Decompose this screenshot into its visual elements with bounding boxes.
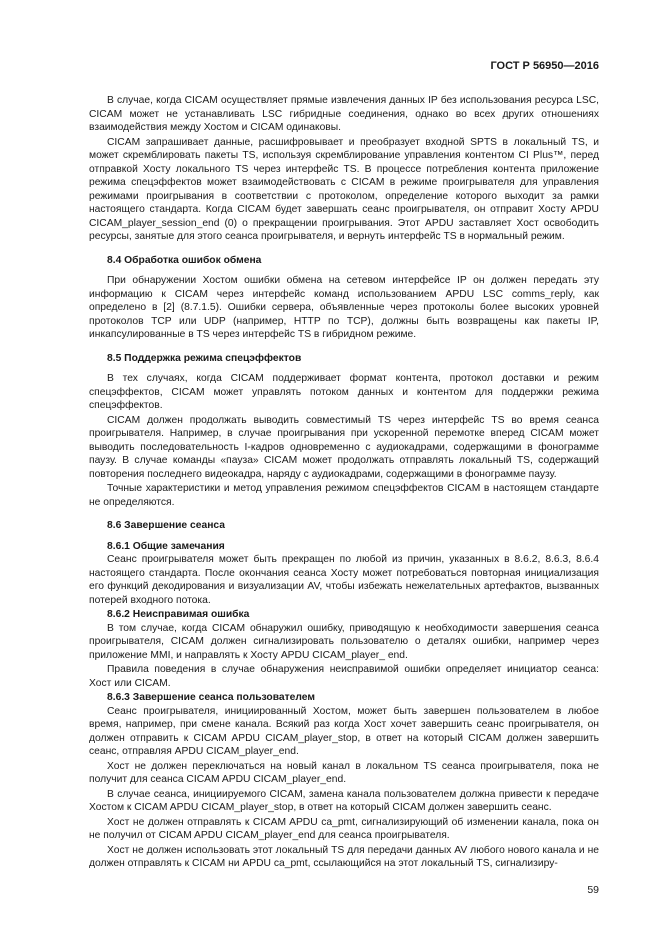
paragraph: Хост не должен переключаться на новый канал в локальном TS сеанса проигрывателя, пока не получит для сеанса CICAM APDU CICAM_player_end. — [89, 760, 599, 785]
page-number: 59 — [587, 883, 599, 896]
paragraph: CICAM запрашивает данные, расшифровывает и преобразует входной SPTS в локальный TS, и может скремблировать пакеты TS, используя скремблирование управления контентом CI Plus™, перед отправкой Хосту локального TS через интерфейс TS. В процессе потребления контента приложение режима спецэффектов может взаимодействовать с CICAM в режиме проигрывателя для управления режимами проигрывания в соответствии с протоколом, определение которого выходит за рамки настоящего стандарта. Когда CICAM будет завершать сеанс проигрывателя, он отправит Хосту APDU CICAM_player_session_end (0) о прекращении проигрывания. Этот APDU заставляет Хост освободить ресурсы, занятые для этого сеанса проигрывателя, и вернуть интерфейс TS в нормальный режим. — [89, 136, 599, 242]
section-8-6 — [89, 519, 599, 871]
paragraph: В случае сеанса, инициируемого CICAM, замена канала пользователем должна привести к передаче Хостом к CICAM APDU CICAM_player_stop, в ответ на который CICAM должен завершить сеанс. — [89, 788, 599, 813]
paragraph: Хост не должен использовать этот локальный TS для передачи данных AV любого нового канала и не должен отправлять к CICAM ни APDU ca_pmt, ссылающийся на этот локальный TS, сигнализиру- — [89, 844, 599, 869]
section-8-5 — [89, 352, 599, 510]
subsection-heading: 8.6.1 Общие замечания — [107, 540, 225, 552]
paragraph: В случае, когда CICAM осуществляет прямые извлечения данных IP без использования ресурса LSC, CICAM может не устанавливать LSC гибридные соединения, однако во всех других отношениях взаимодействия между Хостом и CICAM одинаковы. — [89, 95, 599, 133]
page-body — [89, 0, 599, 917]
paragraph: Сеанс проигрывателя, инициированный Хостом, может быть завершен пользователем в любое время, например, при смене канала. Всякий раз когда Хост хочет завершить сеанс проигрывателя, он должен отправить к CICAM APDU CICAM_player_stop, в ответ на который CICAM должен завершить сеанс, отправляя APDU CICAM_player_end. — [89, 705, 599, 757]
section-heading: 8.4 Обработка ошибок обмена — [107, 254, 262, 266]
paragraph: В тех случаях, когда CICAM поддерживает формат контента, протокол доставки и режим спецэффектов, CICAM может управлять потоком данных и контентом для поддержки режима спецэффектов. — [89, 373, 599, 411]
intro-section — [89, 94, 599, 244]
paragraph: Сеанс проигрывателя может быть прекращен по любой из причин, указанных в 8.6.2, 8.6.3, 8.6.4 настоящего стандарта. После окончания сеанса Хосту может потребоваться повторная инициализация его функций декодирования и визуализации AV, чтобы избежать нежелательных артефактов, вызванных потерей входного потока. — [89, 554, 599, 606]
document-header: ГОСТ Р 56950—2016 — [490, 60, 599, 72]
paragraph: CICAM должен продолжать выводить совместимый TS через интерфейс TS во время сеанса проигрывателя. Например, в случае проигрывания при ускоренной перемотке вперед CICAM может выводить последовательность I-кадров одновременно с аудиокадрами, содержащими в фонограмме паузу. В случае команды «пауза» CICAM может продолжать отправлять локальный TS, содержащий повторения последнего видеокадра, наряду с аудиокадрами, содержащими в фонограмме паузу. — [89, 414, 599, 480]
section-heading: 8.6 Завершение сеанса — [107, 520, 225, 531]
section-8-4 — [89, 254, 599, 342]
subsection-heading: 8.6.2 Неисправимая ошибка — [107, 609, 250, 620]
section-heading: 8.5 Поддержка режима спецэффектов — [107, 352, 302, 364]
paragraph: В том случае, когда CICAM обнаружил ошибку, приводящую к необходимости завершения сеанса проигрывателя, CICAM должен сигнализировать пользователю о деталях ошибки, например через приложение MMI, и направлять к Хосту APDU CICAM_player_ end. — [89, 622, 599, 661]
paragraph: При обнаружении Хостом ошибки обмена на сетевом интерфейсе IP он должен передать эту информацию к CICAM через интерфейс команд использованием APDU LSC comms_reply, как определено в [2] (8.7.1.5). Ошибки сервера, объявленные через протоколы более высоких уровней протоколов TCP или UDP (например, HTTP по TCP), должны быть возвращены как пакеты IP, инкапсулированные в TS через интерфейс TS в гибридном режиме. — [89, 275, 599, 340]
paragraph: Точные характеристики и метод управления режимом спецэффектов CICAM в настоящем стандарте не определяются. — [89, 483, 599, 508]
subsection-heading: 8.6.3 Завершение сеанса пользователем — [107, 692, 316, 703]
paragraph: Хост не должен отправлять к CICAM APDU ca_pmt, сигнализирующий об изменении канала, пока он не получил от CICAM APDU CICAM_player_end для сеанса проигрывателя. — [89, 816, 599, 841]
paragraph: Правила поведения в случае обнаружения неисправимой ошибки определяет инициатор сеанса: Хост или CICAM. — [89, 664, 599, 689]
